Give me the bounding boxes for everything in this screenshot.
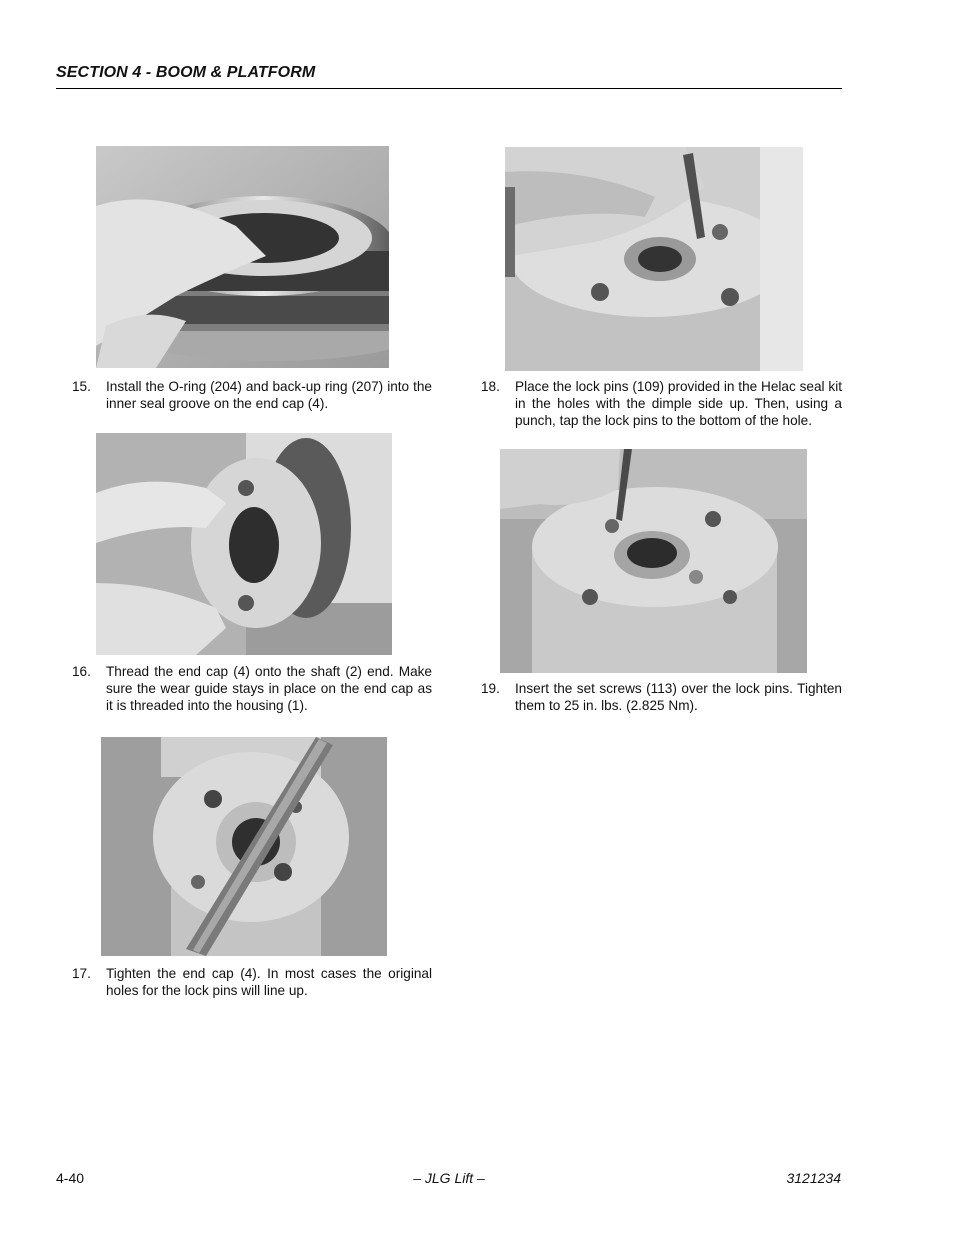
footer-brand: – JLG Lift – xyxy=(413,1170,485,1186)
step-number: 17. xyxy=(72,966,91,981)
step-number: 16. xyxy=(72,664,91,679)
step-number: 18. xyxy=(481,379,500,394)
section-title: SECTION 4 - BOOM & PLATFORM xyxy=(56,64,316,81)
step-text: Thread the end cap (4) onto the shaft (2) end. Make sure the wear guide stays in place on the end cap as it is threaded into the housing (1). xyxy=(106,664,432,714)
photo-install-oring xyxy=(96,146,389,368)
step-number: 15. xyxy=(72,379,91,394)
step-text: Tighten the end cap (4). In most cases the original holes for the lock pins will line up. xyxy=(106,966,432,999)
header-divider xyxy=(56,88,842,89)
photo-insert-set-screws xyxy=(500,449,807,673)
photo-thread-end-cap xyxy=(96,433,392,655)
document-number: 3121234 xyxy=(786,1170,841,1186)
step-text: Install the O-ring (204) and back-up ring (207) into the inner seal groove on the end cap (4). xyxy=(106,379,432,412)
page-number: 4-40 xyxy=(56,1170,85,1186)
step-number: 19. xyxy=(481,681,500,696)
step-text: Place the lock pins (109) provided in the Helac seal kit in the holes with the dimple side up. Then, using a punch, tap the lock pins to the bottom of the hole. xyxy=(515,379,842,429)
photo-place-lock-pins xyxy=(505,147,803,371)
step-text: Insert the set screws (113) over the lock pins. Tighten them to 25 in. lbs. (2.825 Nm). xyxy=(515,681,842,714)
photo-tighten-end-cap xyxy=(101,737,387,956)
